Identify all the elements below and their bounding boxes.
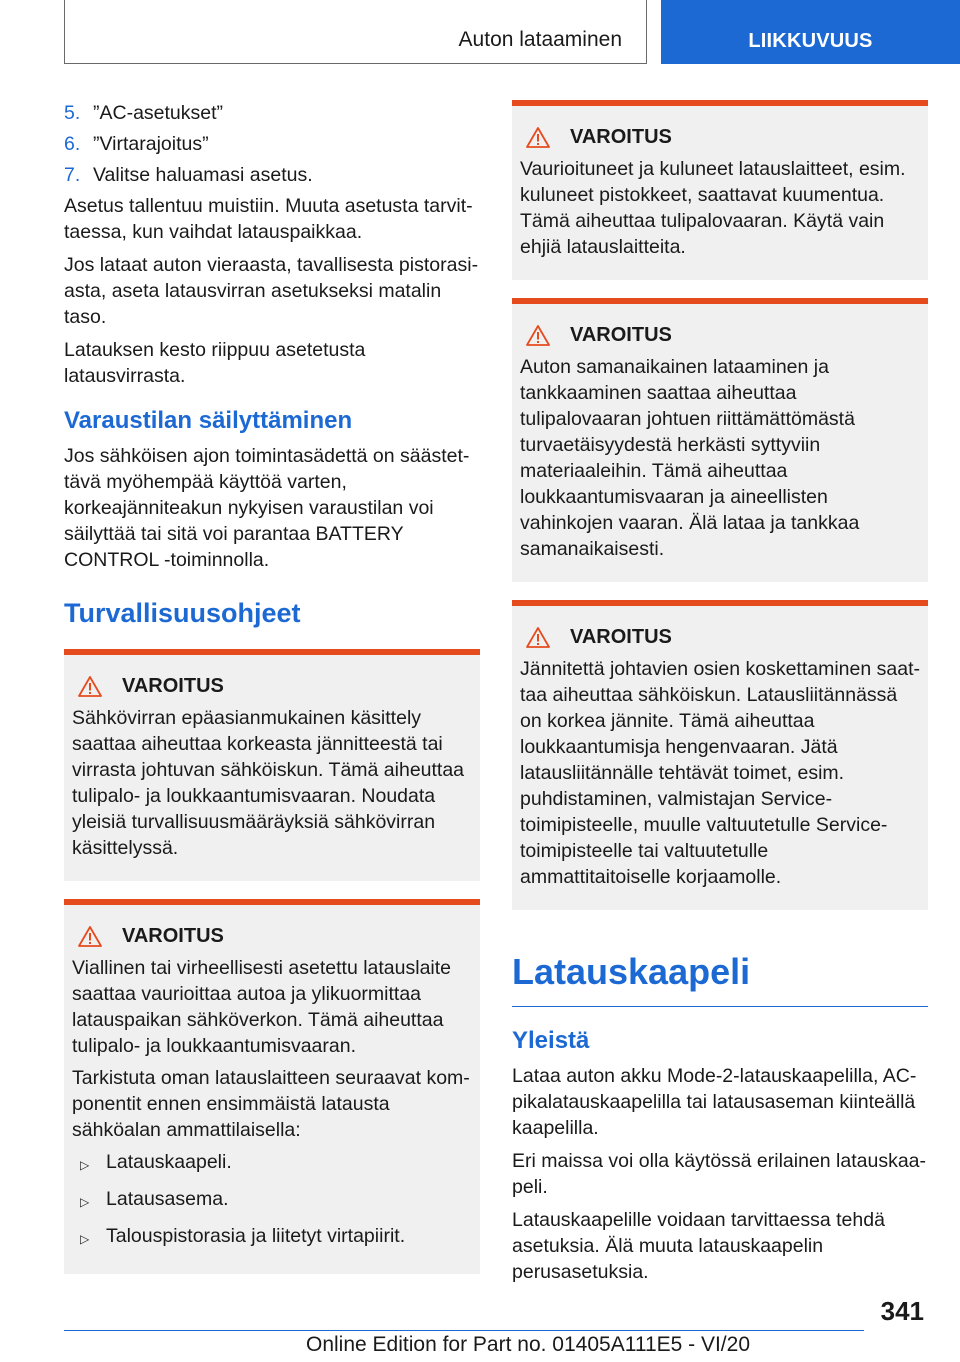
step-number: 5. [64, 102, 81, 124]
warning-box-2 [64, 899, 480, 1274]
section-heading-turvallisuusohjeet: Turvallisuusohjeet [64, 598, 301, 628]
warning-title-text: VAROITUS [570, 324, 672, 346]
paragraph: Latauskaapelille voidaan tarvittaessa tehdä asetuksia. Älä muuta latauskaapelin perusasetuksia. [512, 1209, 885, 1283]
warning-title-text: VAROITUS [122, 675, 224, 697]
warning-triangle-icon [78, 926, 102, 947]
warning-text: Vaurioituneet ja kuluneet latauslaitteet, esim. kuluneet pistokkeet, saattavat kuumentua. Tämä aiheuttaa tulipalovaaran. Käytä vain ehjiä latauslaitteita. [520, 158, 906, 258]
bullet-triangle-icon: ▷ [80, 1195, 90, 1209]
header-section-title: Auton lataaminen [458, 28, 622, 51]
step-text: ”Virtarajoitus” [93, 133, 209, 155]
warning-text: Jännitettä johtavien osien koskettaminen saattaa aiheuttaa sähköiskun. Latausliitännässä on korkea jännite. Tämä aiheuttaa loukkaantumisja hengenvaaran. Jätä latausliitännälle tehtävät toimet, esim. puhdistaminen, valmistajan Service-toimipisteelle, muulle valtuutetulle Service-toimipisteelle tai valtuutetulle ammattitaitoiselle korjaamolle. [520, 658, 920, 888]
warning-title [520, 322, 920, 348]
step-number: 7. [64, 164, 81, 186]
footer-divider [64, 1330, 864, 1331]
warning-text: Auton samanaikainen lataaminen ja tankkaaminen saattaa aiheuttaa tulipalovaaran johtuen riittämättömästä turvaetäisyydestä herkästi syttyviin materiaaleihin. Tämä aiheuttaa loukkaantumisvaaran ja aineellisten vahinkojen vaaran. Älä lataa ja tankkaa samanaikaisesti. [520, 356, 860, 560]
warning-text: Tarkistuta oman latauslaitteen seuraavat komponentit ennen ensimmäistä latausta sähköalan ammattilaisella: [72, 1067, 470, 1141]
list-item [72, 1186, 472, 1215]
list-item [72, 1149, 472, 1178]
header-chapter-tab: LIIKKUVUUS [661, 0, 960, 64]
paragraph: Jos sähköisen ajon toimintasädettä on säästettävä myöhempää käyttöä varten, korkeajänniteakun nykyisen varaustilan voi säilyttää tai sitä voi parantaa BATTERY CONTROL -toiminnolla. [64, 445, 470, 571]
list-item-text: Latausasema. [106, 1188, 229, 1210]
warning-title-text: VAROITUS [570, 126, 672, 148]
warning-text: Sähkövirran epäasianmukainen käsittely saattaa aiheuttaa korkeasta jännitteestä tai virrasta johtuvan sähköiskun. Tämä aiheuttaa tulipalo- ja loukkaantumisvaaran. Noudata yleisiä turvallisuusmääräyksiä sähkövirran käsittelyssä. [72, 707, 465, 859]
step-5 [64, 100, 480, 126]
list-item-text: Talouspistorasia ja liitetyt virtapiirit. [106, 1225, 406, 1247]
warning-text: Viallinen tai virheellisesti asetettu latauslaite saattaa vaurioittaa autoa ja ylikuormittaa latauspaikan sähköverkon. Tämä aiheuttaa tulipalo- ja loukkaantumisvaaran. [72, 957, 452, 1057]
step-text: Valitse haluamasi asetus. [93, 164, 313, 186]
warning-title [520, 124, 920, 150]
bullet-triangle-icon: ▷ [80, 1158, 90, 1172]
warning-triangle-icon [78, 676, 102, 697]
step-text: ”AC-asetukset” [93, 102, 224, 124]
warning-box-3 [512, 100, 928, 280]
step-number: 6. [64, 133, 81, 155]
footer-edition: Online Edition for Part no. 01405A111E5 - VI/20 [306, 1333, 751, 1356]
warning-title [72, 673, 472, 699]
subheading-yleista: Yleistä [512, 1027, 590, 1054]
warning-title [72, 923, 472, 949]
warning-title [520, 624, 920, 650]
paragraph: Eri maissa voi olla käytössä erilainen latauskaapeli. [512, 1150, 927, 1198]
bullet-triangle-icon: ▷ [80, 1232, 90, 1246]
warning-title-text: VAROITUS [122, 925, 224, 947]
warning-triangle-icon [526, 627, 550, 648]
list-item-text: Latauskaapeli. [106, 1151, 232, 1173]
main-heading-latauskaapeli: Latauskaapeli [512, 948, 928, 1007]
step-7 [64, 162, 480, 188]
paragraph: Latauksen kesto riippuu asetetusta latausvirrasta. [64, 339, 366, 387]
warning-triangle-icon [526, 325, 550, 346]
paragraph: Asetus tallentuu muistiin. Muuta asetusta tarvittaessa, kun vaihdat latauspaikkaa. [64, 195, 473, 243]
subheading-varaustila: Varaustilan säilyttäminen [64, 407, 353, 434]
left-column [64, 100, 480, 1292]
warning-box-1 [64, 649, 480, 881]
right-column [512, 100, 928, 1292]
header-section-box [64, 0, 647, 64]
warning-triangle-icon [526, 127, 550, 148]
warning-title-text: VAROITUS [570, 626, 672, 648]
list-item [72, 1223, 472, 1252]
paragraph: Jos lataat auton vieraasta, tavallisesta pistorasiasta, aseta latausvirran asetukseksi matalin taso. [64, 254, 479, 328]
warning-box-4 [512, 298, 928, 582]
warning-box-5 [512, 600, 928, 910]
paragraph: Lataa auton akku Mode-2-latauskaapelilla, AC-pikalatauskaapelilla tai latausaseman kiinteällä kaapelilla. [512, 1065, 917, 1139]
page-number: 341 [880, 1296, 924, 1326]
step-6 [64, 131, 480, 157]
